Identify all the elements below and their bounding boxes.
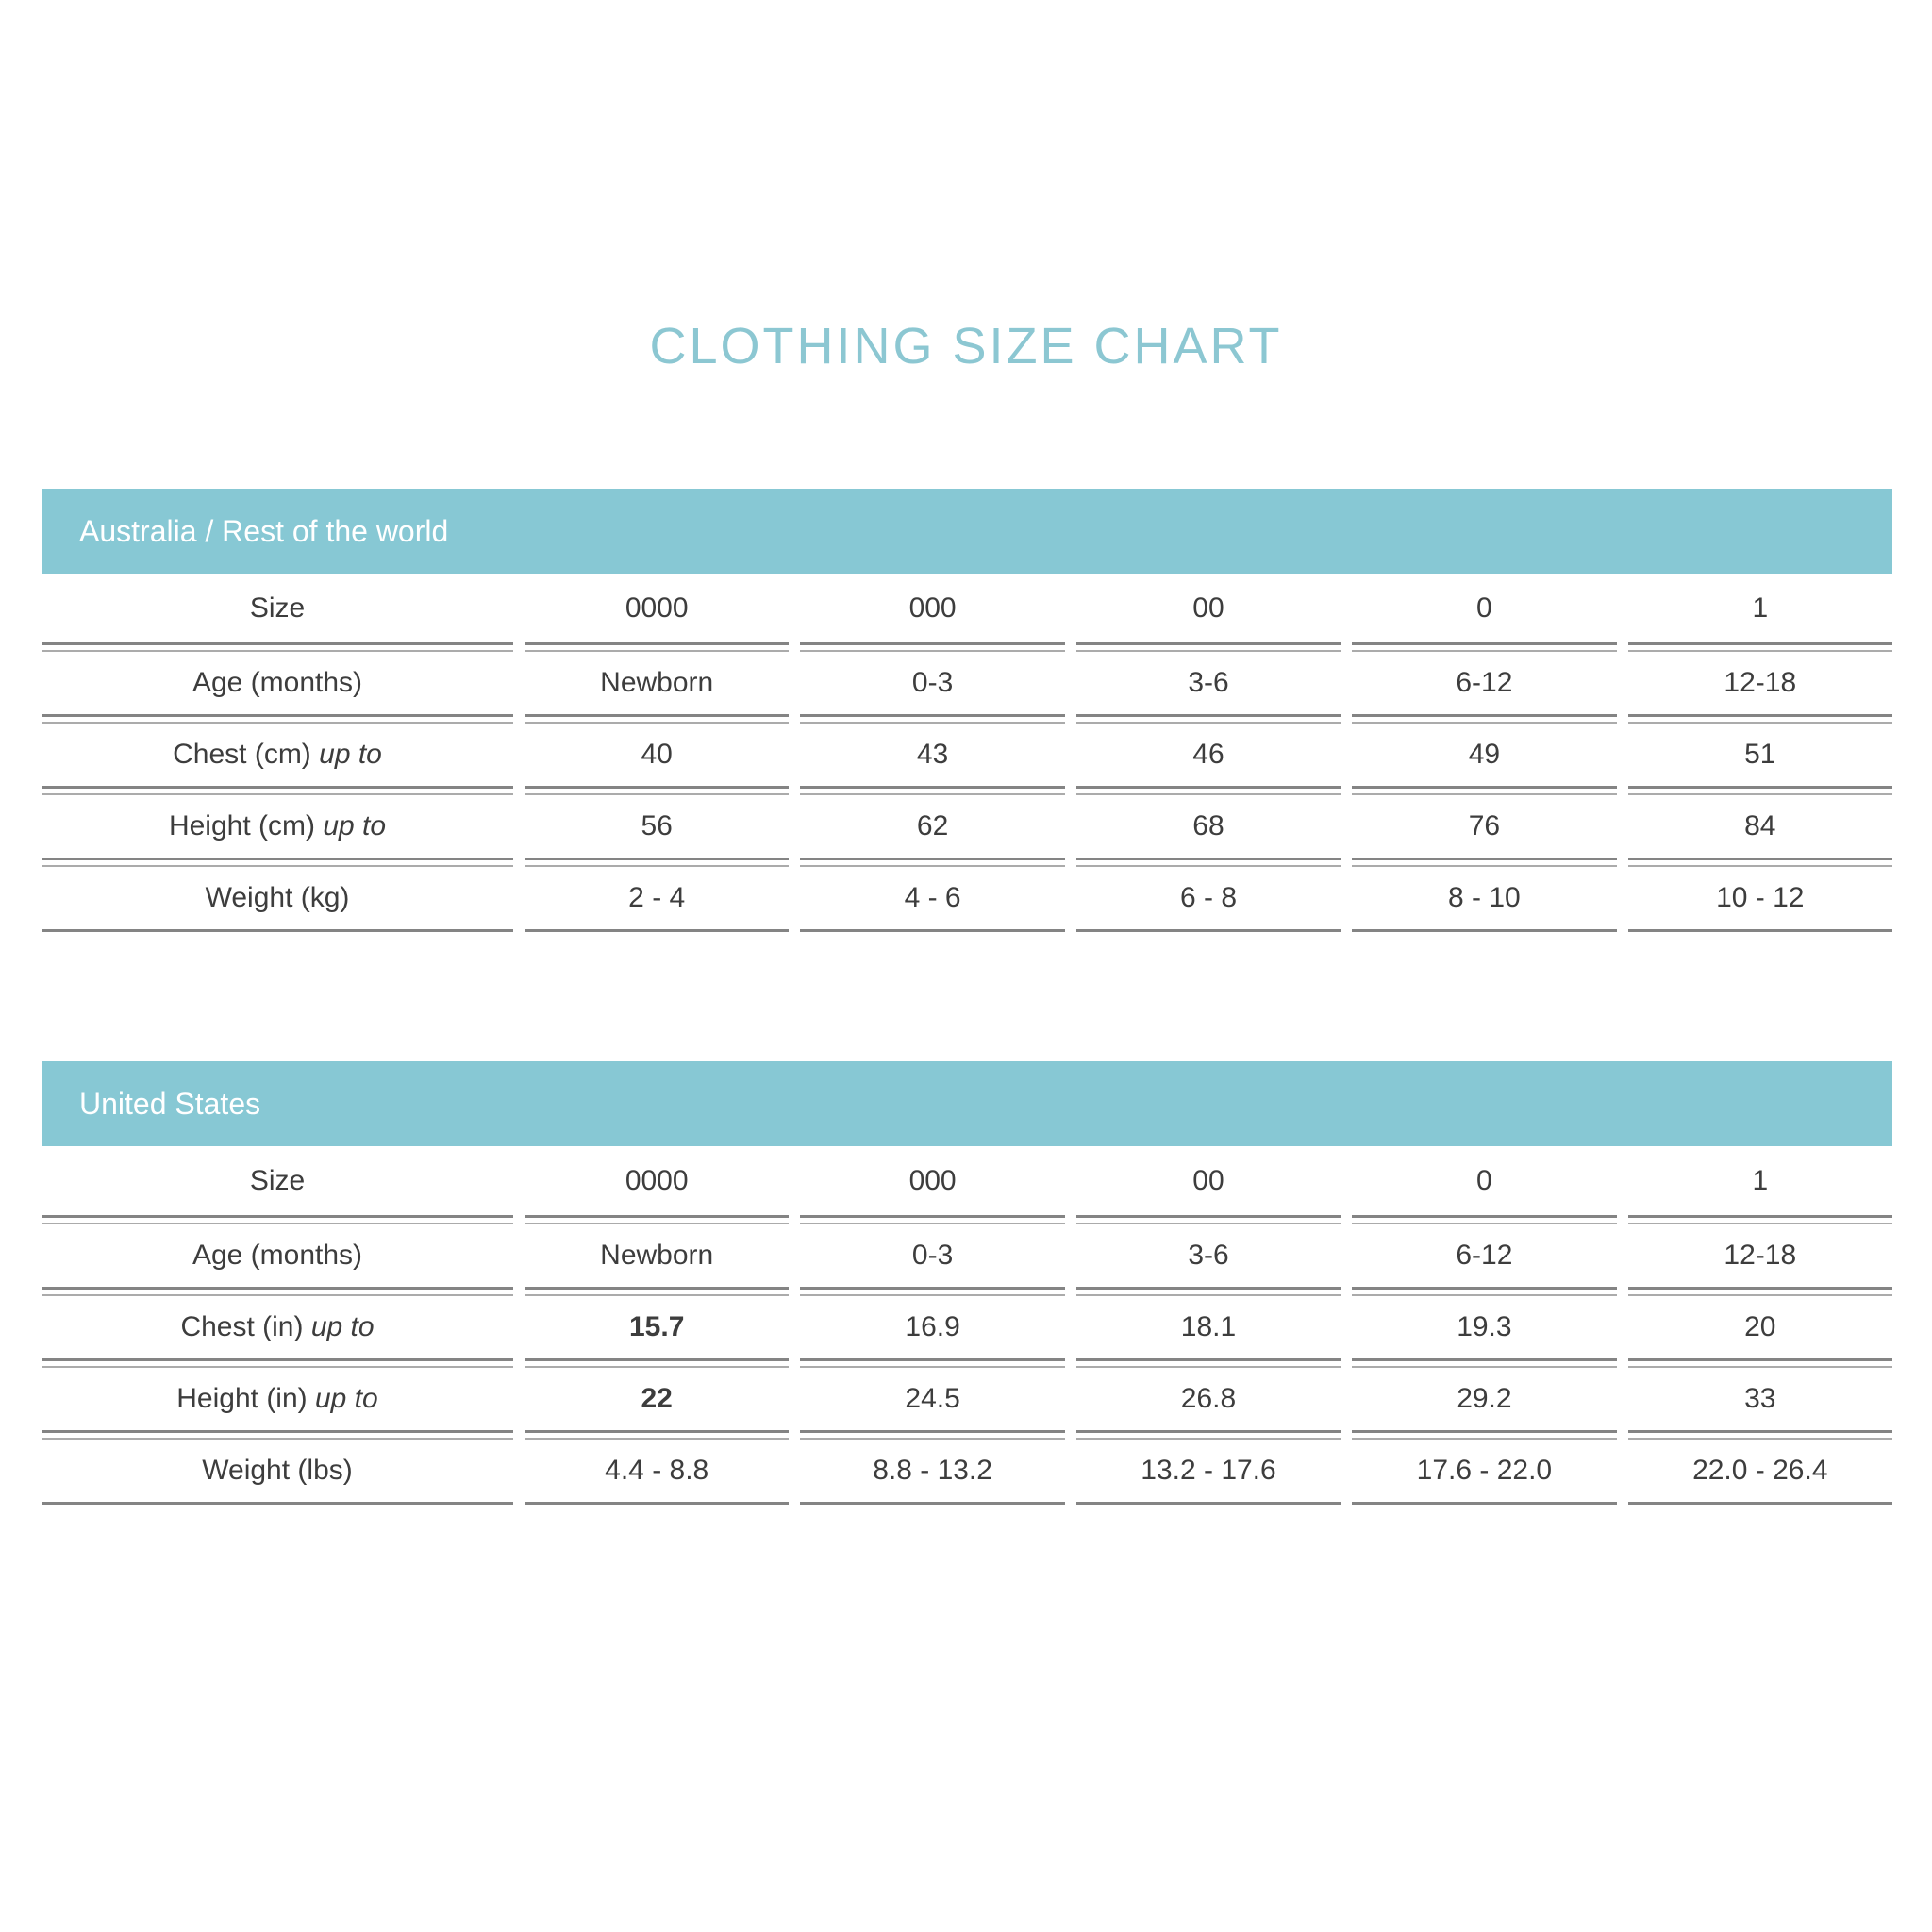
cell-value: 51	[1744, 739, 1776, 770]
cell-value: 18.1	[1180, 1311, 1237, 1342]
cell-value: 000	[908, 1164, 957, 1196]
table-australia-rest-of-world	[42, 489, 1892, 932]
table-rows	[42, 1146, 1892, 1505]
table-region-header: Australia / Rest of the world	[42, 489, 1892, 574]
cell-value: 56	[641, 810, 673, 841]
cell-value: 6-12	[1456, 667, 1513, 698]
table-row	[42, 652, 1892, 714]
cell-value: 0-3	[911, 667, 954, 698]
table-row	[42, 867, 1892, 929]
row-label: Chest (in) up to	[180, 1311, 375, 1342]
cell-value: Newborn	[600, 1240, 714, 1271]
cell-value: 26.8	[1180, 1383, 1237, 1414]
cell-value: 13.2 - 17.6	[1141, 1455, 1276, 1486]
row-label: Size	[249, 591, 306, 624]
cell-value: 62	[916, 810, 949, 841]
cell-value: 4.4 - 8.8	[605, 1455, 709, 1486]
cell-value: 22.0 - 26.4	[1692, 1455, 1828, 1486]
row-separator	[42, 642, 1892, 652]
cell-value: 76	[1468, 810, 1501, 841]
row-label: Weight (lbs)	[202, 1455, 353, 1486]
cell-value: 68	[1192, 810, 1224, 841]
cell-value: 46	[1192, 739, 1224, 770]
cell-value: 0-3	[911, 1240, 954, 1271]
cell-value: 8.8 - 13.2	[873, 1455, 992, 1486]
table-row	[42, 1368, 1892, 1430]
cell-value: 0000	[625, 591, 689, 624]
cell-value: 4 - 6	[904, 882, 961, 913]
table-row	[42, 795, 1892, 858]
row-label: Age (months)	[192, 1240, 363, 1271]
table-row	[42, 1440, 1892, 1502]
row-separator	[42, 1287, 1892, 1296]
cell-value: 20	[1744, 1311, 1776, 1342]
cell-value: 6-12	[1456, 1240, 1513, 1271]
row-separator	[42, 858, 1892, 867]
row-separator	[42, 714, 1892, 724]
row-label: Weight (kg)	[205, 882, 350, 913]
cell-value: 43	[916, 739, 949, 770]
cell-value: 1	[1752, 591, 1769, 624]
table-row	[42, 724, 1892, 786]
row-separator	[42, 1430, 1892, 1440]
cell-value: 33	[1744, 1383, 1776, 1414]
row-label: Age (months)	[192, 667, 363, 698]
row-separator	[42, 1215, 1892, 1224]
cell-value: 84	[1744, 810, 1776, 841]
cell-value: 12-18	[1724, 667, 1797, 698]
cell-value: Newborn	[600, 667, 714, 698]
row-label: Chest (cm) up to	[173, 739, 382, 770]
cell-value: 49	[1468, 739, 1501, 770]
cell-value: 10 - 12	[1716, 882, 1805, 913]
row-separator	[42, 1358, 1892, 1368]
table-united-states	[42, 1061, 1892, 1505]
cell-value: 1	[1752, 1164, 1769, 1196]
cell-value: 3-6	[1188, 667, 1229, 698]
cell-value: 0	[1476, 591, 1492, 624]
table-rows	[42, 574, 1892, 932]
table-region-header: United States	[42, 1061, 1892, 1146]
cell-value: 29.2	[1457, 1383, 1512, 1414]
table-row	[42, 1224, 1892, 1287]
row-label: Height (in) up to	[176, 1383, 378, 1414]
page-title: CLOTHING SIZE CHART	[649, 318, 1283, 375]
cell-value: 00	[1192, 1164, 1224, 1196]
cell-value: 15.7	[629, 1311, 685, 1342]
cell-value: 22	[641, 1383, 673, 1414]
cell-value: 12-18	[1724, 1240, 1797, 1271]
row-separator	[42, 786, 1892, 795]
cell-value: 16.9	[905, 1311, 960, 1342]
table-row	[42, 1146, 1892, 1215]
cell-value: 40	[641, 739, 673, 770]
cell-value: 000	[908, 591, 957, 624]
cell-value: 00	[1192, 591, 1224, 624]
cell-value: 24.5	[905, 1383, 960, 1414]
table-row	[42, 574, 1892, 642]
cell-value: 2 - 4	[628, 882, 686, 913]
cell-value: 6 - 8	[1179, 882, 1237, 913]
row-label: Size	[249, 1164, 306, 1196]
cell-value: 17.6 - 22.0	[1416, 1455, 1553, 1486]
cell-value: 8 - 10	[1448, 882, 1521, 913]
table-bottom-border	[42, 929, 1892, 932]
cell-value: 0000	[625, 1164, 689, 1196]
cell-value: 19.3	[1457, 1311, 1512, 1342]
table-bottom-border	[42, 1502, 1892, 1505]
table-row	[42, 1296, 1892, 1358]
cell-value: 3-6	[1188, 1240, 1229, 1271]
cell-value: 0	[1476, 1164, 1492, 1196]
row-label: Height (cm) up to	[168, 810, 387, 841]
